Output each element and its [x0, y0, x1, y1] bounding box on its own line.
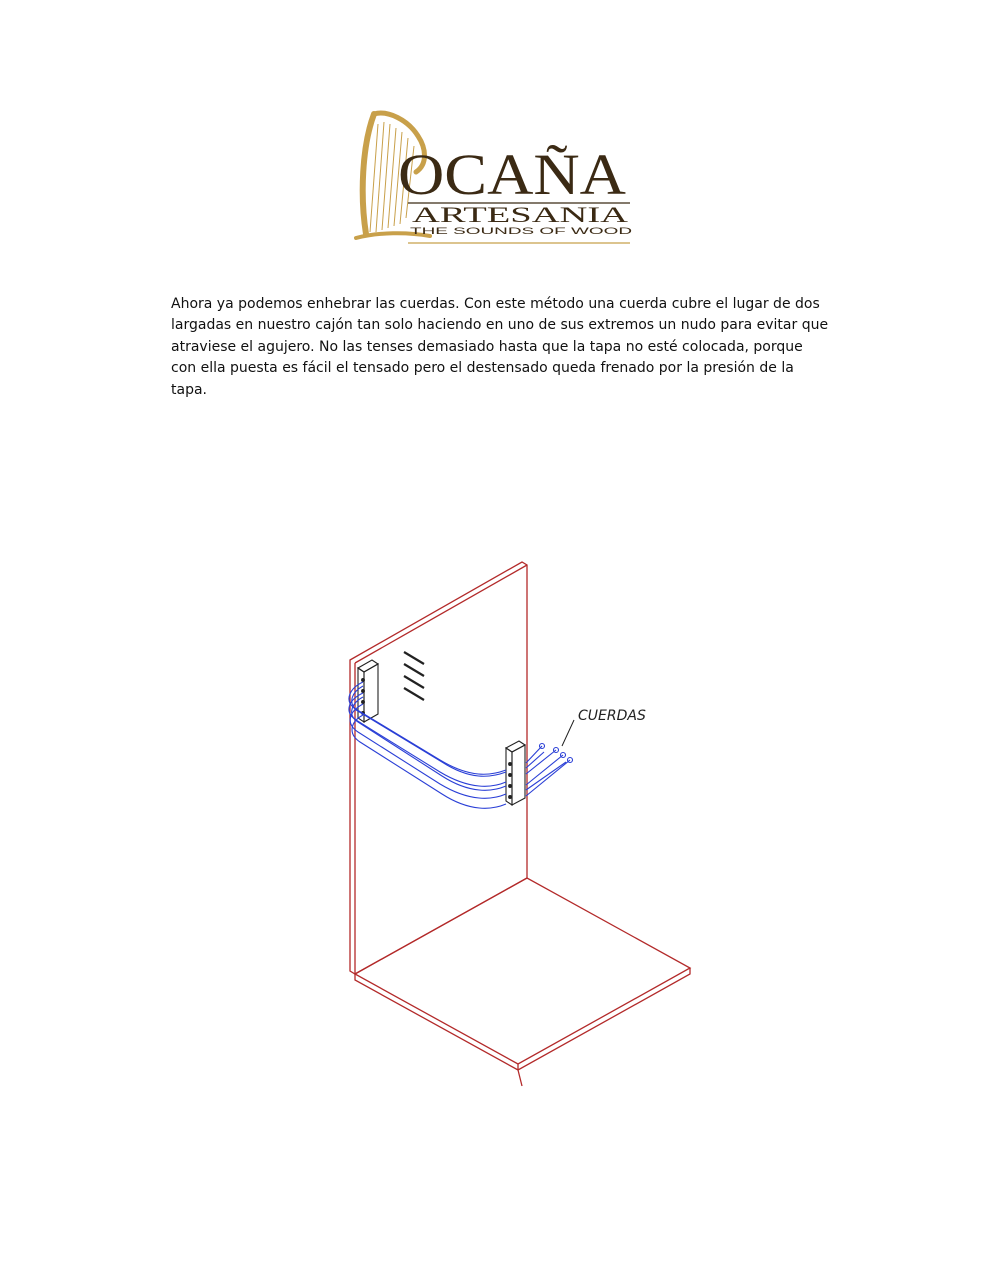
paragraph-line: largadas en nuestro cajón tan solo haciendo en uno de sus extremos un nudo para evitar que	[171, 317, 829, 334]
cuerdas-label: CUERDAS	[578, 708, 646, 724]
paragraph-line: atraviese el agujero. No las tenses demasiado hasta que la tapa no esté colocada, porque	[171, 338, 803, 355]
strings	[349, 682, 573, 808]
brand-tagline: THE SOUNDS OF WOOD	[410, 226, 634, 236]
brand-name: OCAÑA	[398, 142, 627, 207]
brand-subtitle: ARTESANIA	[412, 202, 629, 227]
cajon-strings-diagram	[330, 550, 710, 1110]
paragraph-line: tapa.	[171, 381, 207, 398]
label-leader	[562, 720, 574, 746]
back-panel	[350, 562, 527, 974]
ocana-logo	[348, 106, 638, 251]
paragraph-line: con ella puesta es fácil el tensado pero el destensado queda frenado por la presión de la	[171, 360, 794, 377]
screw-icons	[404, 652, 424, 700]
bottom-panel	[355, 878, 690, 1086]
paragraph-line: Ahora ya podemos enhebrar las cuerdas. Con este método una cuerda cubre el lugar de dos	[171, 296, 820, 312]
right-string-block	[506, 741, 525, 805]
instructions-paragraph	[171, 294, 851, 401]
